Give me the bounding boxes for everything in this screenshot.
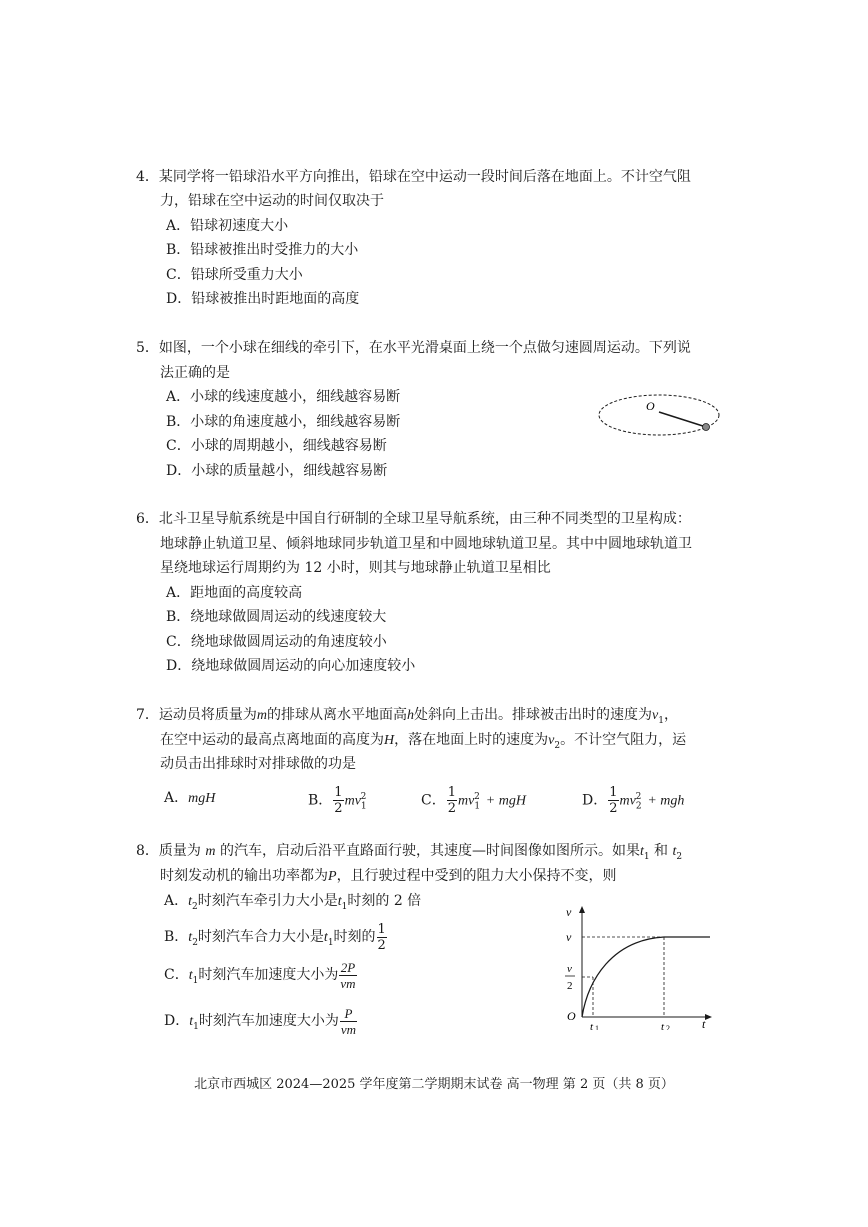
sub: 1 — [327, 937, 334, 948]
q7-text: ，落在地面上时的速度为 — [394, 732, 549, 748]
frac-den: 2 — [447, 801, 456, 817]
orbit-ellipse — [599, 395, 719, 435]
q8-text: ，且行驶过程中受到的阻力大小保持不变，则 — [336, 868, 617, 884]
q5-option-d: D．小球的质量越小，细线越容易断 — [166, 463, 388, 479]
var-t1: t — [337, 894, 342, 909]
var-m: m — [205, 844, 216, 859]
q8-text: 和 — [654, 843, 669, 859]
origin-label: O — [567, 1009, 576, 1023]
option-label: A． — [164, 893, 189, 909]
var-h: h — [407, 708, 415, 723]
circular-motion-figure — [596, 390, 722, 440]
var-t1: t — [639, 844, 644, 859]
q8-text: 时刻汽车牵引力大小是 — [197, 893, 338, 909]
ball — [703, 424, 710, 431]
expr-mv: mv — [619, 793, 636, 809]
q8-text: 时刻的 — [333, 929, 376, 945]
option-label: D． — [164, 1013, 190, 1029]
sub: 2 — [635, 801, 642, 812]
half-v-num: v — [567, 963, 572, 975]
q8-text: 的汽车，启动后沿平直路面行驶，其速度—时间图像如图所示。如果 — [219, 843, 640, 859]
t1-tick-sub: 1 — [595, 1024, 599, 1030]
q8-text: 时刻汽车加速度大小为 — [198, 1013, 339, 1029]
q7-text: 处斜向上击出。排球被击出时的速度为 — [414, 707, 653, 723]
velocity-time-graph — [560, 900, 720, 1030]
var-v1: v — [652, 708, 659, 723]
sub: 1 — [192, 975, 199, 986]
x-axis-arrow — [705, 1014, 712, 1020]
expr-mv: mv — [458, 793, 475, 809]
sub: 1 — [341, 901, 348, 912]
var-v2-sub: 2 — [554, 740, 561, 751]
v-tick-label: v — [566, 930, 572, 944]
frac-den: vm — [340, 1021, 357, 1037]
q8-option-d — [164, 1004, 358, 1044]
q6-stem-line2: 地球静止轨道卫星、倾斜地球同步轨道卫星和中圆地球轨道卫星。其中中圆地球轨道卫 — [160, 536, 692, 552]
frac-num: 2P — [340, 959, 356, 975]
frac-den: 2 — [334, 801, 343, 817]
expr-mv: mv — [344, 793, 361, 809]
half-v-den: 2 — [567, 980, 573, 992]
option-label: D． — [582, 792, 608, 809]
var-H: H — [384, 733, 395, 748]
q7-text: 7．运动员将质量为 — [136, 707, 257, 723]
frac-num: P — [340, 1006, 357, 1022]
var-t2: t — [188, 930, 193, 945]
option-label: C． — [421, 792, 446, 809]
q7-option-c — [421, 781, 526, 822]
q4-stem-line1: 4．某同学将一铅球沿水平方向推出，铅球在空中运动一段时间后落在地面上。不计空气阻 — [136, 169, 691, 185]
var-t1: t — [189, 1014, 194, 1029]
y-axis-arrow — [579, 906, 585, 913]
q5-option-c: C．小球的周期越小，细线越容易断 — [166, 438, 387, 454]
sub: 1 — [643, 851, 650, 862]
q6-stem-line1: 6．北斗卫星导航系统是中国自行研制的全球卫星导航系统，由三种不同类型的卫星构成： — [136, 511, 691, 527]
var-P: P — [328, 869, 337, 884]
sub: 2 — [192, 937, 198, 948]
q5-stem-line2: 法正确的是 — [160, 365, 230, 381]
q4-option-d: D．铅球被推出时距地面的高度 — [166, 291, 360, 307]
q7-text: ， — [664, 707, 678, 723]
q8-option-c — [164, 958, 358, 998]
frac-den: 2 — [609, 801, 618, 817]
option-label: C． — [164, 967, 189, 983]
option-expr: mgH — [188, 791, 216, 806]
y-axis-label: v — [566, 905, 572, 919]
q7-stem-line2 — [160, 731, 686, 755]
q7-text: 。不计空气阻力，运 — [560, 732, 687, 748]
q8-stem-line1 — [136, 842, 682, 866]
q5-stem-line1: 5．如图，一个小球在细线的牵引下，在水平光滑桌面上绕一个点做匀速圆周运动。下列说 — [136, 340, 691, 356]
q8-option-a — [164, 892, 421, 916]
fraction-half — [377, 922, 387, 953]
sub: 2 — [676, 851, 683, 862]
q7-text: 的排球从离水平地面高 — [267, 707, 408, 723]
var-t1: t — [188, 968, 193, 983]
var-t1: t — [323, 930, 328, 945]
var-t2: t — [672, 844, 677, 859]
q8-option-b — [164, 920, 388, 960]
velocity-curve — [582, 937, 710, 1017]
var-t2: t — [188, 894, 193, 909]
q7-option-b — [308, 781, 372, 822]
fraction-half — [333, 785, 343, 816]
fraction-half — [447, 785, 457, 816]
q4-option-c: C．铅球所受重力大小 — [166, 267, 303, 283]
var-v1-sub: 1 — [658, 715, 664, 726]
q8-text: 8．质量为 — [136, 843, 201, 859]
sub: 1 — [474, 801, 481, 812]
t2-tick-label: t — [661, 1021, 665, 1030]
q7-text: 在空中运动的最高点离地面的高度为 — [160, 732, 384, 748]
option-label: B． — [308, 792, 333, 809]
fraction-2p-vm — [339, 960, 356, 991]
frac-num: 1 — [377, 921, 386, 937]
q4-option-a: A．铅球初速度大小 — [166, 218, 289, 234]
sub: 2 — [192, 901, 198, 912]
q8-text: 时刻的 2 倍 — [347, 893, 422, 909]
q8-text: 时刻汽车合力大小是 — [197, 929, 324, 945]
t2-tick-sub: 2 — [666, 1024, 670, 1030]
expr-tail: + mgh — [647, 793, 685, 809]
q7-option-d — [582, 781, 684, 822]
var-v2: v — [548, 733, 555, 748]
sup: 2 — [635, 792, 642, 802]
var-m: m — [256, 708, 268, 723]
q5-option-b: B．小球的角速度越小，细线越容易断 — [166, 414, 401, 430]
page-footer: 北京市西城区 2024—2025 学年度第二学期期末试卷 高一物理 第 2 页（共 8 页） — [194, 1077, 674, 1092]
frac-num: 1 — [447, 785, 456, 801]
sub: 1 — [360, 801, 367, 812]
q6-option-a: A．距地面的高度较高 — [166, 585, 303, 601]
q4-stem-line2: 力，铅球在空中运动的时间仅取决于 — [160, 193, 384, 209]
q6-option-c: C．绕地球做圆周运动的角速度较小 — [166, 634, 387, 650]
frac-num: 1 — [609, 785, 618, 801]
q6-option-b: B．绕地球做圆周运动的线速度较大 — [166, 609, 387, 625]
option-label: B． — [164, 929, 189, 945]
sup: 2 — [474, 792, 480, 802]
sub: 1 — [193, 1021, 199, 1032]
q7-stem-line1 — [136, 706, 678, 730]
q7-option-a — [164, 789, 215, 808]
frac-num: 1 — [334, 785, 343, 801]
q7-stem-line3: 动员击出排球时对排球做的功是 — [160, 756, 356, 772]
q5-option-a: A．小球的线速度越小，细线越容易断 — [166, 389, 401, 405]
expr-tail: + mgH — [485, 793, 526, 809]
q4-option-b: B．铅球被推出时受推力的大小 — [166, 242, 359, 258]
option-label: A． — [164, 790, 189, 806]
string-line — [659, 412, 706, 427]
q8-stem-line2 — [160, 867, 617, 886]
q8-text: 时刻发动机的输出功率都为 — [160, 868, 328, 884]
x-axis-label: t — [702, 1017, 706, 1030]
sup: 2 — [360, 792, 367, 802]
q8-text: 时刻汽车加速度大小为 — [198, 967, 339, 983]
q6-option-d: D．绕地球做圆周运动的向心加速度较小 — [166, 658, 416, 674]
fraction-p-vm — [340, 1006, 357, 1037]
frac-den: vm — [340, 975, 356, 991]
t1-tick-label: t — [590, 1021, 594, 1030]
q6-stem-line3: 星绕地球运行周期约为 12 小时，则其与地球静止轨道卫星相比 — [160, 560, 551, 576]
frac-den: 2 — [377, 937, 386, 953]
center-label: O — [646, 399, 655, 413]
fraction-half — [608, 785, 618, 816]
